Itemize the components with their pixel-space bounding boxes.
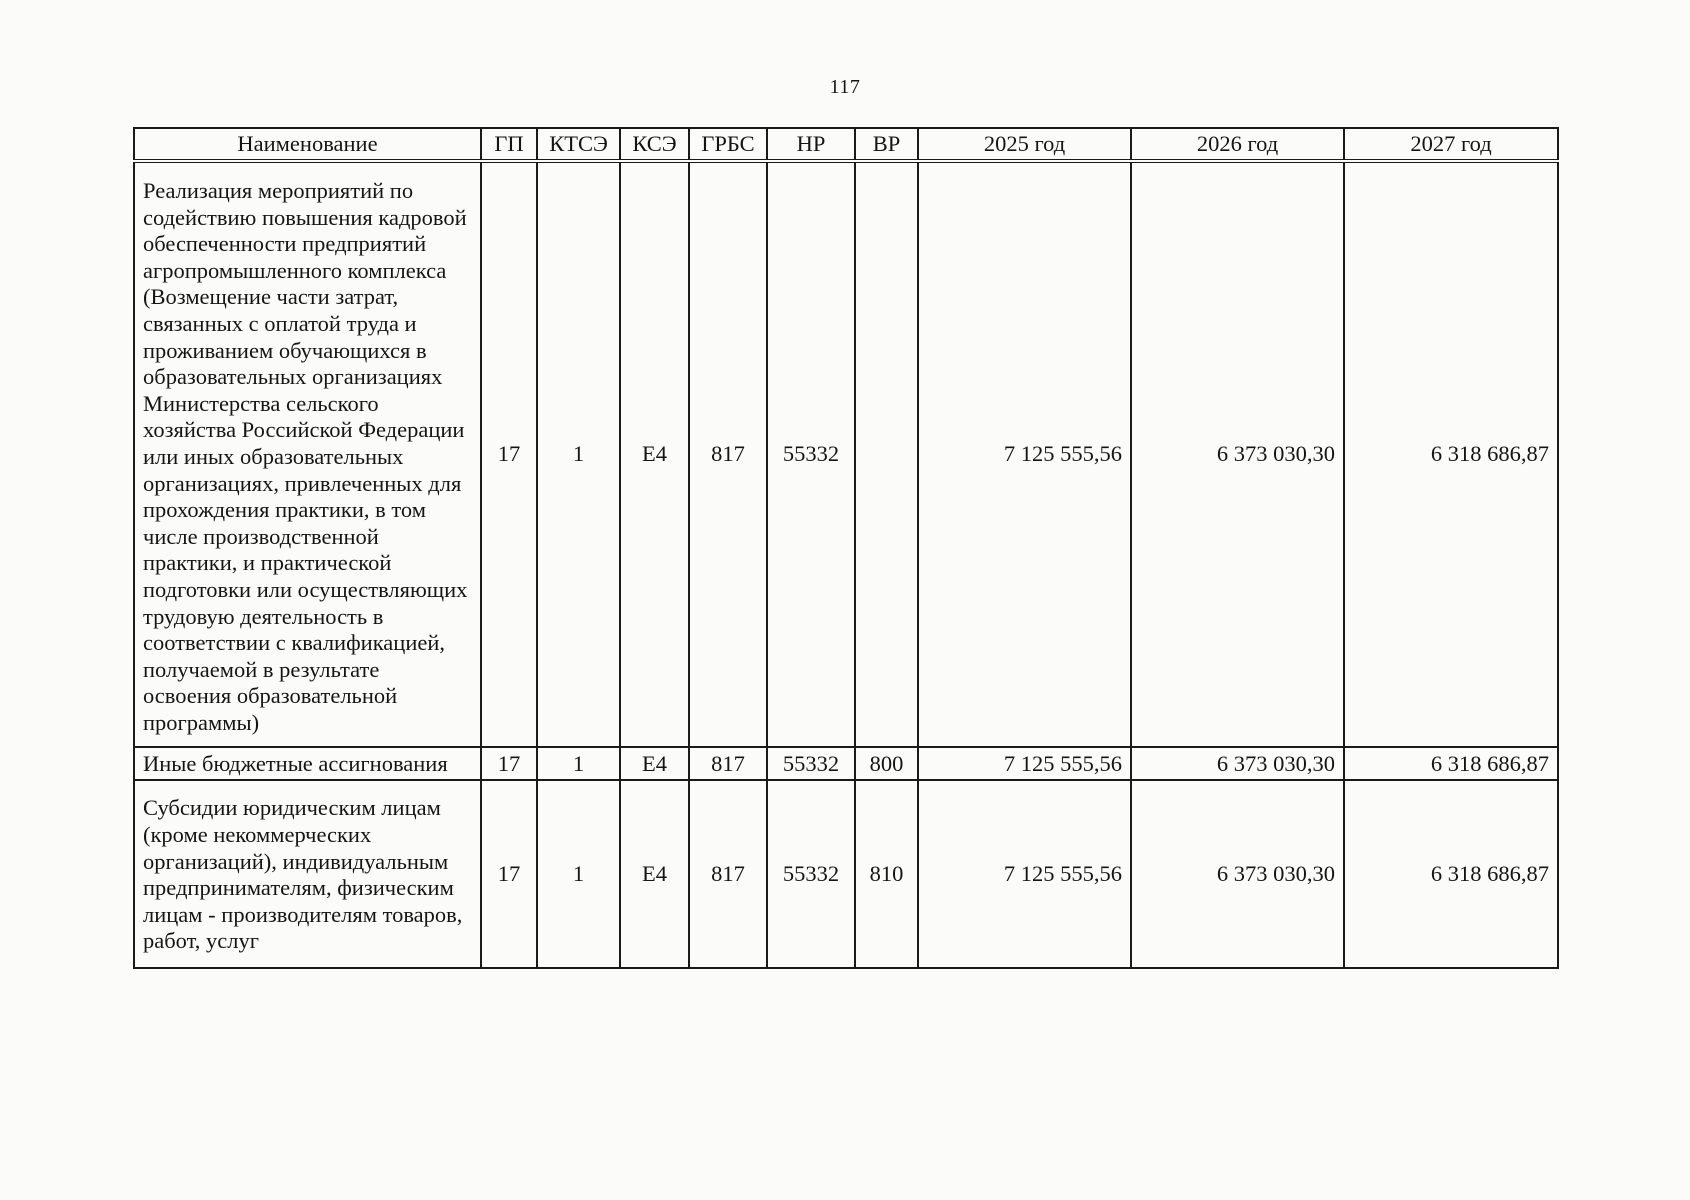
row-2026: 6 373 030,30 — [1131, 747, 1344, 780]
header-2025: 2025 год — [918, 128, 1131, 161]
row-name: Иные бюджетные ассигнования — [134, 747, 481, 780]
row-ktse: 1 — [537, 161, 620, 747]
row-gp: 17 — [481, 161, 537, 747]
row-name: Субсидии юридическим лицам (кроме некоммерческих организаций), индивидуальным предпринимателям, физическим лицам - производителям товаров, работ, услуг — [134, 780, 481, 968]
table-row — [134, 747, 1558, 780]
row-nr: 55332 — [767, 747, 855, 780]
header-kse: КСЭ — [620, 128, 689, 161]
header-name: Наименование — [134, 128, 481, 161]
row-gp: 17 — [481, 780, 537, 968]
row-2025: 7 125 555,56 — [918, 161, 1131, 747]
header-grbs: ГРБС — [689, 128, 767, 161]
page-number: 117 — [829, 76, 861, 98]
budget-table — [133, 127, 1559, 969]
row-nr: 55332 — [767, 161, 855, 747]
header-gp: ГП — [481, 128, 537, 161]
table-row — [134, 161, 1558, 747]
header-vr: ВР — [855, 128, 918, 161]
row-gp: 17 — [481, 747, 537, 780]
header-2026: 2026 год — [1131, 128, 1344, 161]
row-2026: 6 373 030,30 — [1131, 780, 1344, 968]
row-kse: Е4 — [620, 161, 689, 747]
row-kse: Е4 — [620, 780, 689, 968]
row-2025: 7 125 555,56 — [918, 747, 1131, 780]
row-kse: Е4 — [620, 747, 689, 780]
row-vr — [855, 161, 918, 747]
header-ktse: КТСЭ — [537, 128, 620, 161]
table-row — [134, 780, 1558, 968]
row-2027: 6 318 686,87 — [1344, 747, 1558, 780]
row-2025: 7 125 555,56 — [918, 780, 1131, 968]
header-row — [134, 128, 1558, 161]
row-vr: 810 — [855, 780, 918, 968]
row-grbs: 817 — [689, 780, 767, 968]
row-grbs: 817 — [689, 161, 767, 747]
row-nr: 55332 — [767, 780, 855, 968]
row-grbs: 817 — [689, 747, 767, 780]
row-2027: 6 318 686,87 — [1344, 161, 1558, 747]
row-name: Реализация мероприятий по содействию повышения кадровой обеспеченности предприятий агропромышленного комплекса (Возмещение части затрат, связанных с оплатой труда и проживанием обучающихся в образовательных организациях Министерства сельского хозяйства Российской Федерации или иных образовательных организациях, привлеченных для прохождения практики, в том числе производственной практики, и практической подготовки или осуществляющих трудовую деятельность в соответствии с квалификацией, получаемой в результате освоения образовательной программы) — [134, 161, 481, 747]
row-vr: 800 — [855, 747, 918, 780]
row-2027: 6 318 686,87 — [1344, 780, 1558, 968]
row-2026: 6 373 030,30 — [1131, 161, 1344, 747]
header-2027: 2027 год — [1344, 128, 1558, 161]
row-ktse: 1 — [537, 747, 620, 780]
header-nr: НР — [767, 128, 855, 161]
row-ktse: 1 — [537, 780, 620, 968]
